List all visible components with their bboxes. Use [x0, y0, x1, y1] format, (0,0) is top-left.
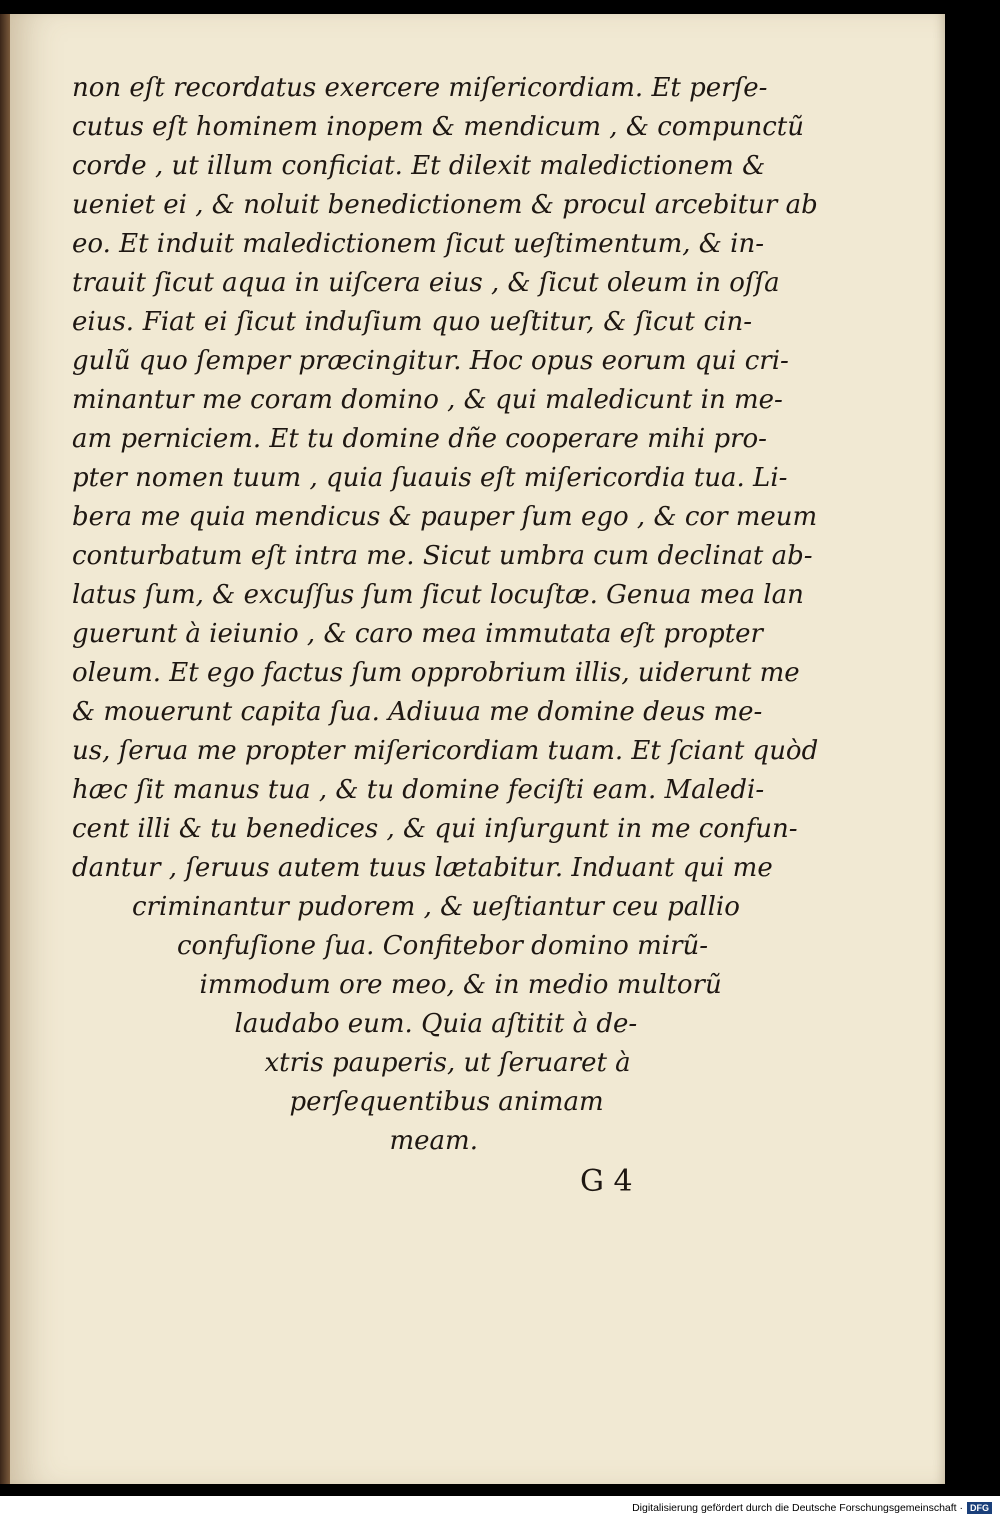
text-line: guerunt à ieiunio , & caro mea immutata eſt propter: [72, 619, 763, 649]
taper-line: immodum ore meo, & in medio multorũ: [199, 970, 722, 1000]
text-line: latus ſum, & excuſſus ſum ſicut locuſtæ. Genua mea lan: [72, 580, 804, 610]
text-line: cutus eſt hominem inopem & mendicum , & compunctũ: [72, 112, 804, 142]
text-line: gulũ quo ſemper præcingitur. Hoc opus eorum qui cri-: [72, 346, 789, 376]
text-line: eo. Et induit maledictionem ſicut ueſtimentum, & in-: [72, 229, 765, 259]
signature-mark: G 4: [580, 1164, 633, 1199]
text-line: oleum. Et ego factus ſum opprobrium illis, uiderunt me: [72, 658, 800, 688]
tapered-paragraph: [72, 888, 752, 1161]
text-line: & mouerunt capita ſua. Adiuua me domine deus me-: [72, 697, 763, 727]
text-line: conturbatum eſt intra me. Sicut umbra cum declinat ab-: [72, 541, 813, 571]
text-line: hæc ſit manus tua , & tu domine feciſti eam. Maledi-: [72, 775, 765, 805]
book-page: [10, 14, 945, 1484]
body-paragraph: [72, 69, 819, 888]
text-line: us, ſerua me propter miſericordiam tuam. Et ſciant quòd: [72, 736, 819, 766]
credit-text: Digitalisierung gefördert durch die Deutsche Forschungsgemeinschaft ·: [632, 1502, 963, 1514]
text-line: trauit ſicut aqua in uiſcera eius , & ſicut oleum in oſſa: [72, 268, 780, 298]
text-line: bera me quia mendicus & pauper ſum ego , & cor meum: [72, 502, 818, 532]
text-line: cent illi & tu benedices , & qui inſurgunt in me confun-: [72, 814, 798, 844]
taper-line: meam.: [389, 1126, 478, 1156]
taper-line: xtris pauperis, ut ſeruaret à: [264, 1048, 631, 1078]
text-line: non eſt recordatus exercere miſericordiam. Et perſe-: [72, 73, 768, 103]
text-line: am perniciem. Et tu domine dñe cooperare mihi pro-: [72, 424, 767, 454]
text-line: corde , ut illum conficiat. Et dilexit maledictionem &: [72, 151, 766, 181]
taper-line: criminantur pudorem , & ueſtiantur ceu pallio: [132, 892, 740, 922]
text-line: minantur me coram domino , & qui maledicunt in me-: [72, 385, 783, 415]
page-edge: [0, 14, 10, 1484]
taper-line: perſequentibus animam: [289, 1087, 604, 1117]
text-line: pter nomen tuum , quia ſuauis eſt miſericordia tua. Li-: [72, 463, 788, 493]
taper-line: laudabo eum. Quia aſtitit à de-: [234, 1009, 638, 1039]
dfg-logo: DFG: [967, 1502, 992, 1514]
text-line: eius. Fiat ei ſicut induſium quo ueſtitur, & ſicut cin-: [72, 307, 752, 337]
body-text: [72, 69, 819, 1161]
text-line: ueniet ei , & noluit benedictionem & procul arcebitur ab: [72, 190, 818, 220]
taper-line: confuſione ſua. Confitebor domino mirũ-: [177, 931, 709, 961]
digitization-credit: [632, 1500, 992, 1516]
text-line: dantur , ſeruus autem tuus lætabitur. Induant qui me: [72, 853, 773, 883]
